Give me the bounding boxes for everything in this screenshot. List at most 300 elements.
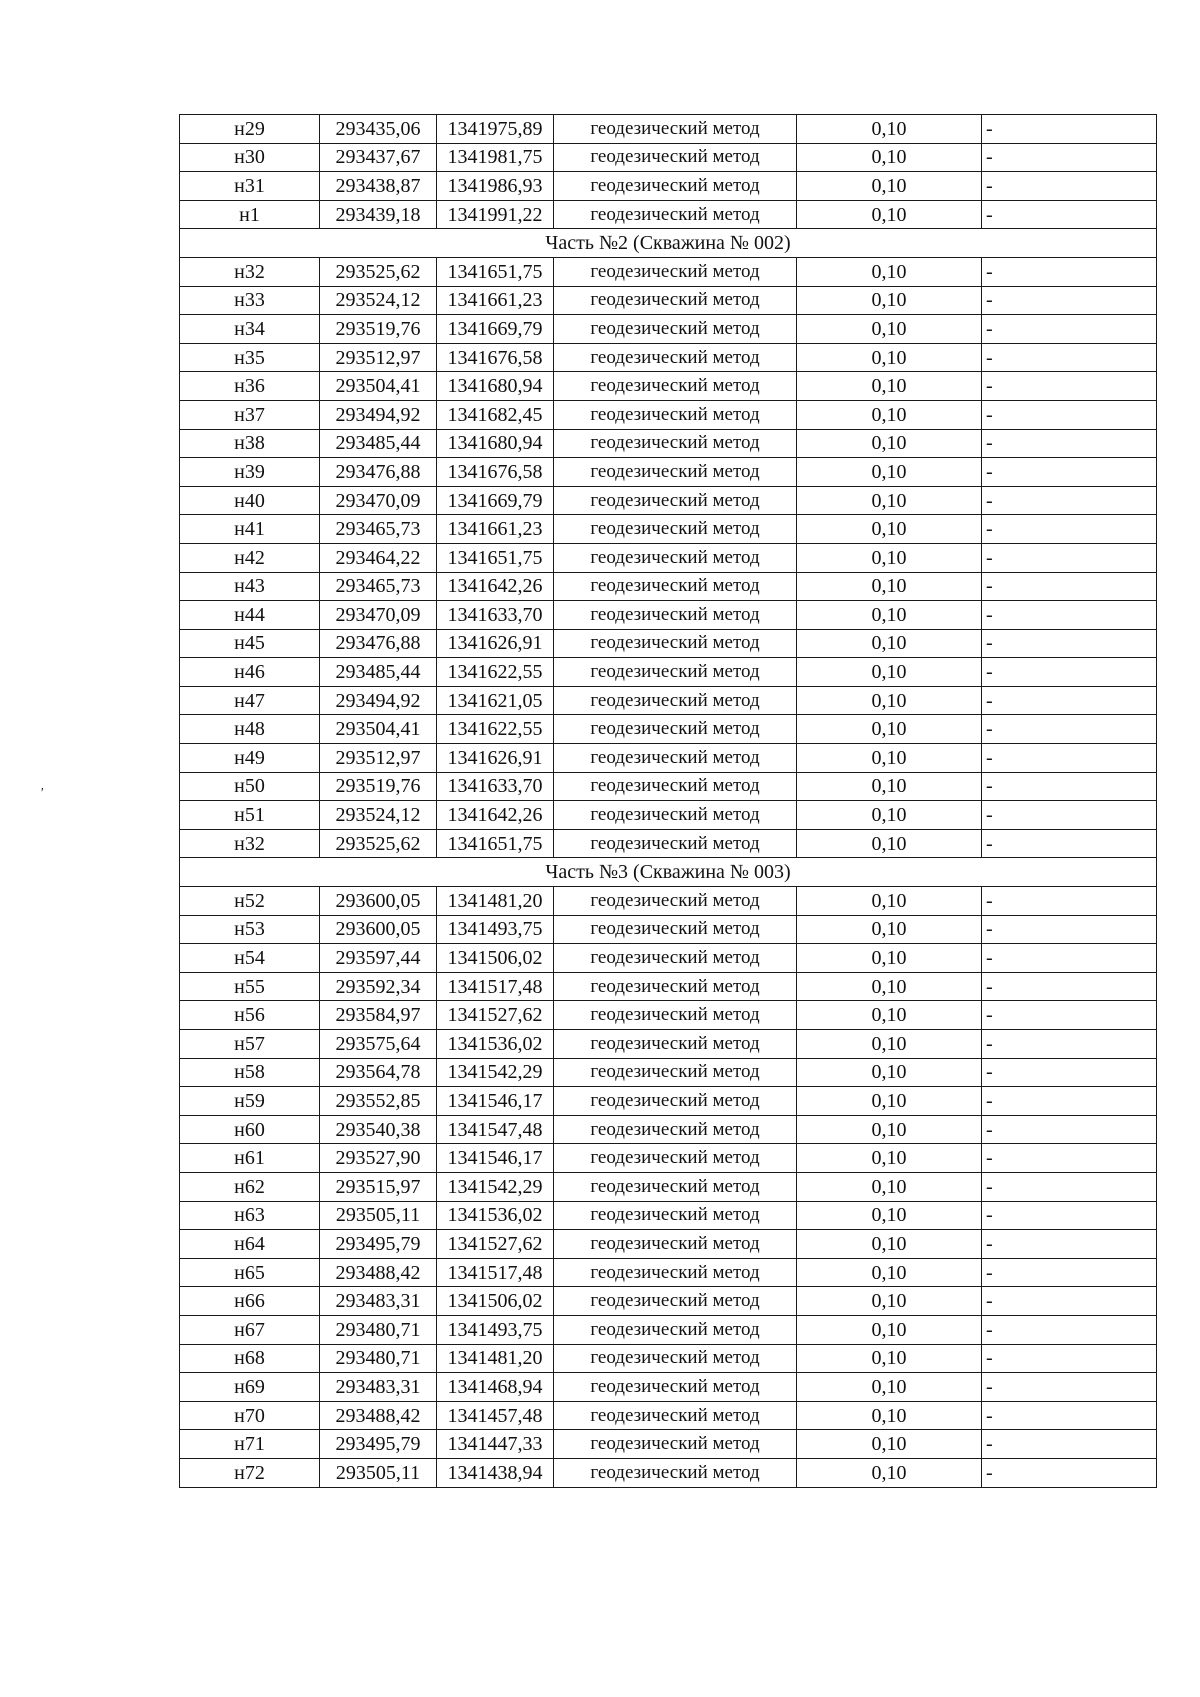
- description-cell: -: [982, 400, 1157, 429]
- coordinates-table: [179, 114, 1157, 1488]
- point-name-cell: н40: [180, 486, 320, 515]
- table-row: [180, 944, 1157, 973]
- table-row: [180, 1344, 1157, 1373]
- table-row: [180, 658, 1157, 687]
- accuracy-cell: 0,10: [797, 343, 982, 372]
- description-cell: -: [982, 1230, 1157, 1259]
- accuracy-cell: 0,10: [797, 829, 982, 858]
- x-coordinate-cell: 293494,92: [320, 686, 437, 715]
- description-cell: -: [982, 1001, 1157, 1030]
- table-row: [180, 257, 1157, 286]
- point-name-cell: н50: [180, 772, 320, 801]
- method-cell: геодезический метод: [554, 1373, 797, 1402]
- accuracy-cell: 0,10: [797, 172, 982, 201]
- x-coordinate-cell: 293476,88: [320, 458, 437, 487]
- accuracy-cell: 0,10: [797, 1315, 982, 1344]
- description-cell: -: [982, 1258, 1157, 1287]
- point-name-cell: н64: [180, 1230, 320, 1259]
- table-row: [180, 829, 1157, 858]
- accuracy-cell: 0,10: [797, 200, 982, 229]
- y-coordinate-cell: 1341642,26: [437, 572, 554, 601]
- table-row: [180, 1458, 1157, 1487]
- description-cell: -: [982, 744, 1157, 773]
- table-row: [180, 686, 1157, 715]
- point-name-cell: н67: [180, 1315, 320, 1344]
- description-cell: -: [982, 1172, 1157, 1201]
- description-cell: -: [982, 1030, 1157, 1059]
- y-coordinate-cell: 1341622,55: [437, 715, 554, 744]
- accuracy-cell: 0,10: [797, 572, 982, 601]
- method-cell: геодезический метод: [554, 1258, 797, 1287]
- x-coordinate-cell: 293600,05: [320, 915, 437, 944]
- point-name-cell: н58: [180, 1058, 320, 1087]
- x-coordinate-cell: 293524,12: [320, 286, 437, 315]
- method-cell: геодезический метод: [554, 915, 797, 944]
- table-row: [180, 629, 1157, 658]
- x-coordinate-cell: 293600,05: [320, 887, 437, 916]
- stray-mark: ': [40, 786, 43, 801]
- y-coordinate-cell: 1341651,75: [437, 543, 554, 572]
- table-row: [180, 1172, 1157, 1201]
- x-coordinate-cell: 293438,87: [320, 172, 437, 201]
- point-name-cell: н59: [180, 1087, 320, 1116]
- accuracy-cell: 0,10: [797, 143, 982, 172]
- method-cell: геодезический метод: [554, 143, 797, 172]
- x-coordinate-cell: 293597,44: [320, 944, 437, 973]
- accuracy-cell: 0,10: [797, 486, 982, 515]
- y-coordinate-cell: 1341493,75: [437, 1315, 554, 1344]
- x-coordinate-cell: 293488,42: [320, 1401, 437, 1430]
- point-name-cell: н33: [180, 286, 320, 315]
- accuracy-cell: 0,10: [797, 1458, 982, 1487]
- description-cell: -: [982, 944, 1157, 973]
- method-cell: геодезический метод: [554, 1030, 797, 1059]
- method-cell: геодезический метод: [554, 1230, 797, 1259]
- method-cell: геодезический метод: [554, 887, 797, 916]
- method-cell: геодезический метод: [554, 772, 797, 801]
- method-cell: геодезический метод: [554, 515, 797, 544]
- description-cell: -: [982, 315, 1157, 344]
- method-cell: геодезический метод: [554, 458, 797, 487]
- point-name-cell: н46: [180, 658, 320, 687]
- accuracy-cell: 0,10: [797, 543, 982, 572]
- accuracy-cell: 0,10: [797, 1172, 982, 1201]
- x-coordinate-cell: 293512,97: [320, 744, 437, 773]
- point-name-cell: н45: [180, 629, 320, 658]
- accuracy-cell: 0,10: [797, 601, 982, 630]
- y-coordinate-cell: 1341481,20: [437, 887, 554, 916]
- description-cell: -: [982, 286, 1157, 315]
- point-name-cell: н60: [180, 1115, 320, 1144]
- description-cell: -: [982, 1315, 1157, 1344]
- accuracy-cell: 0,10: [797, 1287, 982, 1316]
- description-cell: -: [982, 887, 1157, 916]
- x-coordinate-cell: 293464,22: [320, 543, 437, 572]
- method-cell: геодезический метод: [554, 257, 797, 286]
- point-name-cell: н66: [180, 1287, 320, 1316]
- table-row: [180, 744, 1157, 773]
- y-coordinate-cell: 1341680,94: [437, 372, 554, 401]
- y-coordinate-cell: 1341447,33: [437, 1430, 554, 1459]
- point-name-cell: н34: [180, 315, 320, 344]
- description-cell: -: [982, 1344, 1157, 1373]
- y-coordinate-cell: 1341546,17: [437, 1144, 554, 1173]
- x-coordinate-cell: 293575,64: [320, 1030, 437, 1059]
- method-cell: геодезический метод: [554, 1144, 797, 1173]
- y-coordinate-cell: 1341493,75: [437, 915, 554, 944]
- y-coordinate-cell: 1341621,05: [437, 686, 554, 715]
- x-coordinate-cell: 293483,31: [320, 1373, 437, 1402]
- point-name-cell: н48: [180, 715, 320, 744]
- description-cell: -: [982, 601, 1157, 630]
- method-cell: геодезический метод: [554, 1115, 797, 1144]
- point-name-cell: н69: [180, 1373, 320, 1402]
- y-coordinate-cell: 1341542,29: [437, 1172, 554, 1201]
- coordinates-table-body: [180, 115, 1157, 1488]
- method-cell: геодезический метод: [554, 1344, 797, 1373]
- x-coordinate-cell: 293494,92: [320, 400, 437, 429]
- description-cell: -: [982, 1373, 1157, 1402]
- point-name-cell: н41: [180, 515, 320, 544]
- x-coordinate-cell: 293488,42: [320, 1258, 437, 1287]
- accuracy-cell: 0,10: [797, 1115, 982, 1144]
- y-coordinate-cell: 1341626,91: [437, 629, 554, 658]
- description-cell: -: [982, 1087, 1157, 1116]
- method-cell: геодезический метод: [554, 200, 797, 229]
- description-cell: -: [982, 1201, 1157, 1230]
- y-coordinate-cell: 1341633,70: [437, 772, 554, 801]
- accuracy-cell: 0,10: [797, 286, 982, 315]
- x-coordinate-cell: 293512,97: [320, 343, 437, 372]
- method-cell: геодезический метод: [554, 572, 797, 601]
- method-cell: геодезический метод: [554, 1172, 797, 1201]
- x-coordinate-cell: 293564,78: [320, 1058, 437, 1087]
- description-cell: -: [982, 658, 1157, 687]
- accuracy-cell: 0,10: [797, 772, 982, 801]
- x-coordinate-cell: 293505,11: [320, 1458, 437, 1487]
- description-cell: -: [982, 372, 1157, 401]
- description-cell: -: [982, 972, 1157, 1001]
- point-name-cell: н72: [180, 1458, 320, 1487]
- accuracy-cell: 0,10: [797, 1373, 982, 1402]
- accuracy-cell: 0,10: [797, 1144, 982, 1173]
- method-cell: геодезический метод: [554, 343, 797, 372]
- description-cell: -: [982, 829, 1157, 858]
- x-coordinate-cell: 293483,31: [320, 1287, 437, 1316]
- point-name-cell: н35: [180, 343, 320, 372]
- table-row: [180, 1230, 1157, 1259]
- description-cell: -: [982, 1458, 1157, 1487]
- point-name-cell: н57: [180, 1030, 320, 1059]
- point-name-cell: н44: [180, 601, 320, 630]
- section-header-row: [180, 858, 1157, 887]
- method-cell: геодезический метод: [554, 115, 797, 144]
- table-row: [180, 458, 1157, 487]
- x-coordinate-cell: 293592,34: [320, 972, 437, 1001]
- x-coordinate-cell: 293552,85: [320, 1087, 437, 1116]
- x-coordinate-cell: 293527,90: [320, 1144, 437, 1173]
- point-name-cell: н68: [180, 1344, 320, 1373]
- x-coordinate-cell: 293480,71: [320, 1344, 437, 1373]
- method-cell: геодезический метод: [554, 286, 797, 315]
- method-cell: геодезический метод: [554, 372, 797, 401]
- accuracy-cell: 0,10: [797, 1201, 982, 1230]
- method-cell: геодезический метод: [554, 601, 797, 630]
- point-name-cell: н36: [180, 372, 320, 401]
- table-row: [180, 1030, 1157, 1059]
- x-coordinate-cell: 293515,97: [320, 1172, 437, 1201]
- accuracy-cell: 0,10: [797, 1258, 982, 1287]
- x-coordinate-cell: 293505,11: [320, 1201, 437, 1230]
- method-cell: геодезический метод: [554, 1287, 797, 1316]
- method-cell: геодезический метод: [554, 944, 797, 973]
- point-name-cell: н52: [180, 887, 320, 916]
- table-row: [180, 801, 1157, 830]
- point-name-cell: н54: [180, 944, 320, 973]
- description-cell: -: [982, 343, 1157, 372]
- y-coordinate-cell: 1341991,22: [437, 200, 554, 229]
- y-coordinate-cell: 1341986,93: [437, 172, 554, 201]
- point-name-cell: н42: [180, 543, 320, 572]
- table-row: [180, 601, 1157, 630]
- description-cell: -: [982, 1058, 1157, 1087]
- point-name-cell: н1: [180, 200, 320, 229]
- description-cell: -: [982, 1115, 1157, 1144]
- description-cell: -: [982, 686, 1157, 715]
- y-coordinate-cell: 1341481,20: [437, 1344, 554, 1373]
- accuracy-cell: 0,10: [797, 887, 982, 916]
- point-name-cell: н63: [180, 1201, 320, 1230]
- table-row: [180, 1373, 1157, 1402]
- accuracy-cell: 0,10: [797, 686, 982, 715]
- method-cell: геодезический метод: [554, 1430, 797, 1459]
- point-name-cell: н71: [180, 1430, 320, 1459]
- section-title: Часть №3 (Скважина № 003): [180, 858, 1157, 887]
- x-coordinate-cell: 293519,76: [320, 772, 437, 801]
- x-coordinate-cell: 293465,73: [320, 572, 437, 601]
- table-row: [180, 1201, 1157, 1230]
- table-row: [180, 1315, 1157, 1344]
- method-cell: геодезический метод: [554, 801, 797, 830]
- description-cell: -: [982, 1430, 1157, 1459]
- method-cell: геодезический метод: [554, 629, 797, 658]
- accuracy-cell: 0,10: [797, 944, 982, 973]
- x-coordinate-cell: 293480,71: [320, 1315, 437, 1344]
- point-name-cell: н61: [180, 1144, 320, 1173]
- y-coordinate-cell: 1341542,29: [437, 1058, 554, 1087]
- description-cell: -: [982, 115, 1157, 144]
- table-row: [180, 200, 1157, 229]
- table-row: [180, 143, 1157, 172]
- description-cell: -: [982, 257, 1157, 286]
- method-cell: геодезический метод: [554, 1401, 797, 1430]
- point-name-cell: н30: [180, 143, 320, 172]
- accuracy-cell: 0,10: [797, 315, 982, 344]
- accuracy-cell: 0,10: [797, 372, 982, 401]
- method-cell: геодезический метод: [554, 543, 797, 572]
- accuracy-cell: 0,10: [797, 801, 982, 830]
- table-row: [180, 429, 1157, 458]
- table-row: [180, 1287, 1157, 1316]
- description-cell: -: [982, 1144, 1157, 1173]
- x-coordinate-cell: 293485,44: [320, 658, 437, 687]
- method-cell: геодезический метод: [554, 1315, 797, 1344]
- point-name-cell: н49: [180, 744, 320, 773]
- description-cell: -: [982, 429, 1157, 458]
- method-cell: геодезический метод: [554, 1458, 797, 1487]
- point-name-cell: н38: [180, 429, 320, 458]
- point-name-cell: н43: [180, 572, 320, 601]
- description-cell: -: [982, 515, 1157, 544]
- description-cell: -: [982, 200, 1157, 229]
- table-row: [180, 1001, 1157, 1030]
- table-row: [180, 972, 1157, 1001]
- accuracy-cell: 0,10: [797, 400, 982, 429]
- method-cell: геодезический метод: [554, 172, 797, 201]
- table-row: [180, 1144, 1157, 1173]
- accuracy-cell: 0,10: [797, 629, 982, 658]
- y-coordinate-cell: 1341517,48: [437, 972, 554, 1001]
- description-cell: -: [982, 1287, 1157, 1316]
- y-coordinate-cell: 1341669,79: [437, 486, 554, 515]
- description-cell: -: [982, 915, 1157, 944]
- method-cell: геодезический метод: [554, 658, 797, 687]
- table-row: [180, 1401, 1157, 1430]
- method-cell: геодезический метод: [554, 972, 797, 1001]
- accuracy-cell: 0,10: [797, 1344, 982, 1373]
- method-cell: геодезический метод: [554, 744, 797, 773]
- table-row: [180, 486, 1157, 515]
- table-row: [180, 372, 1157, 401]
- point-name-cell: н70: [180, 1401, 320, 1430]
- y-coordinate-cell: 1341661,23: [437, 515, 554, 544]
- x-coordinate-cell: 293584,97: [320, 1001, 437, 1030]
- x-coordinate-cell: 293504,41: [320, 372, 437, 401]
- method-cell: геодезический метод: [554, 829, 797, 858]
- x-coordinate-cell: 293524,12: [320, 801, 437, 830]
- x-coordinate-cell: 293525,62: [320, 829, 437, 858]
- x-coordinate-cell: 293470,09: [320, 601, 437, 630]
- method-cell: геодезический метод: [554, 1058, 797, 1087]
- x-coordinate-cell: 293465,73: [320, 515, 437, 544]
- table-row: [180, 772, 1157, 801]
- point-name-cell: н47: [180, 686, 320, 715]
- y-coordinate-cell: 1341626,91: [437, 744, 554, 773]
- x-coordinate-cell: 293470,09: [320, 486, 437, 515]
- x-coordinate-cell: 293495,79: [320, 1430, 437, 1459]
- y-coordinate-cell: 1341527,62: [437, 1001, 554, 1030]
- accuracy-cell: 0,10: [797, 515, 982, 544]
- accuracy-cell: 0,10: [797, 915, 982, 944]
- method-cell: геодезический метод: [554, 715, 797, 744]
- point-name-cell: н29: [180, 115, 320, 144]
- y-coordinate-cell: 1341669,79: [437, 315, 554, 344]
- section-title: Часть №2 (Скважина № 002): [180, 229, 1157, 258]
- method-cell: геодезический метод: [554, 1201, 797, 1230]
- x-coordinate-cell: 293519,76: [320, 315, 437, 344]
- accuracy-cell: 0,10: [797, 1058, 982, 1087]
- description-cell: -: [982, 715, 1157, 744]
- method-cell: геодезический метод: [554, 486, 797, 515]
- point-name-cell: н31: [180, 172, 320, 201]
- table-row: [180, 715, 1157, 744]
- point-name-cell: н32: [180, 257, 320, 286]
- point-name-cell: н62: [180, 1172, 320, 1201]
- table-row: [180, 543, 1157, 572]
- x-coordinate-cell: 293495,79: [320, 1230, 437, 1259]
- y-coordinate-cell: 1341527,62: [437, 1230, 554, 1259]
- description-cell: -: [982, 1401, 1157, 1430]
- description-cell: -: [982, 629, 1157, 658]
- method-cell: геодезический метод: [554, 1087, 797, 1116]
- y-coordinate-cell: 1341981,75: [437, 143, 554, 172]
- accuracy-cell: 0,10: [797, 972, 982, 1001]
- table-row: [180, 1115, 1157, 1144]
- method-cell: геодезический метод: [554, 400, 797, 429]
- table-row: [180, 887, 1157, 916]
- y-coordinate-cell: 1341506,02: [437, 1287, 554, 1316]
- y-coordinate-cell: 1341975,89: [437, 115, 554, 144]
- y-coordinate-cell: 1341680,94: [437, 429, 554, 458]
- accuracy-cell: 0,10: [797, 1001, 982, 1030]
- point-name-cell: н51: [180, 801, 320, 830]
- table-row: [180, 343, 1157, 372]
- description-cell: -: [982, 543, 1157, 572]
- description-cell: -: [982, 772, 1157, 801]
- x-coordinate-cell: 293504,41: [320, 715, 437, 744]
- y-coordinate-cell: 1341642,26: [437, 801, 554, 830]
- accuracy-cell: 0,10: [797, 429, 982, 458]
- y-coordinate-cell: 1341682,45: [437, 400, 554, 429]
- table-row: [180, 115, 1157, 144]
- table-row: [180, 1058, 1157, 1087]
- table-row: [180, 572, 1157, 601]
- method-cell: геодезический метод: [554, 1001, 797, 1030]
- x-coordinate-cell: 293525,62: [320, 257, 437, 286]
- table-row: [180, 1430, 1157, 1459]
- table-row: [180, 915, 1157, 944]
- table-row: [180, 1087, 1157, 1116]
- y-coordinate-cell: 1341536,02: [437, 1201, 554, 1230]
- accuracy-cell: 0,10: [797, 1430, 982, 1459]
- point-name-cell: н37: [180, 400, 320, 429]
- accuracy-cell: 0,10: [797, 458, 982, 487]
- x-coordinate-cell: 293540,38: [320, 1115, 437, 1144]
- accuracy-cell: 0,10: [797, 1230, 982, 1259]
- x-coordinate-cell: 293485,44: [320, 429, 437, 458]
- accuracy-cell: 0,10: [797, 257, 982, 286]
- x-coordinate-cell: 293437,67: [320, 143, 437, 172]
- section-header-row: [180, 229, 1157, 258]
- accuracy-cell: 0,10: [797, 115, 982, 144]
- y-coordinate-cell: 1341651,75: [437, 829, 554, 858]
- table-row: [180, 172, 1157, 201]
- method-cell: геодезический метод: [554, 686, 797, 715]
- y-coordinate-cell: 1341622,55: [437, 658, 554, 687]
- y-coordinate-cell: 1341506,02: [437, 944, 554, 973]
- description-cell: -: [982, 458, 1157, 487]
- y-coordinate-cell: 1341457,48: [437, 1401, 554, 1430]
- description-cell: -: [982, 143, 1157, 172]
- method-cell: геодезический метод: [554, 429, 797, 458]
- description-cell: -: [982, 801, 1157, 830]
- table-row: [180, 315, 1157, 344]
- description-cell: -: [982, 486, 1157, 515]
- description-cell: -: [982, 572, 1157, 601]
- y-coordinate-cell: 1341517,48: [437, 1258, 554, 1287]
- table-row: [180, 1258, 1157, 1287]
- point-name-cell: н55: [180, 972, 320, 1001]
